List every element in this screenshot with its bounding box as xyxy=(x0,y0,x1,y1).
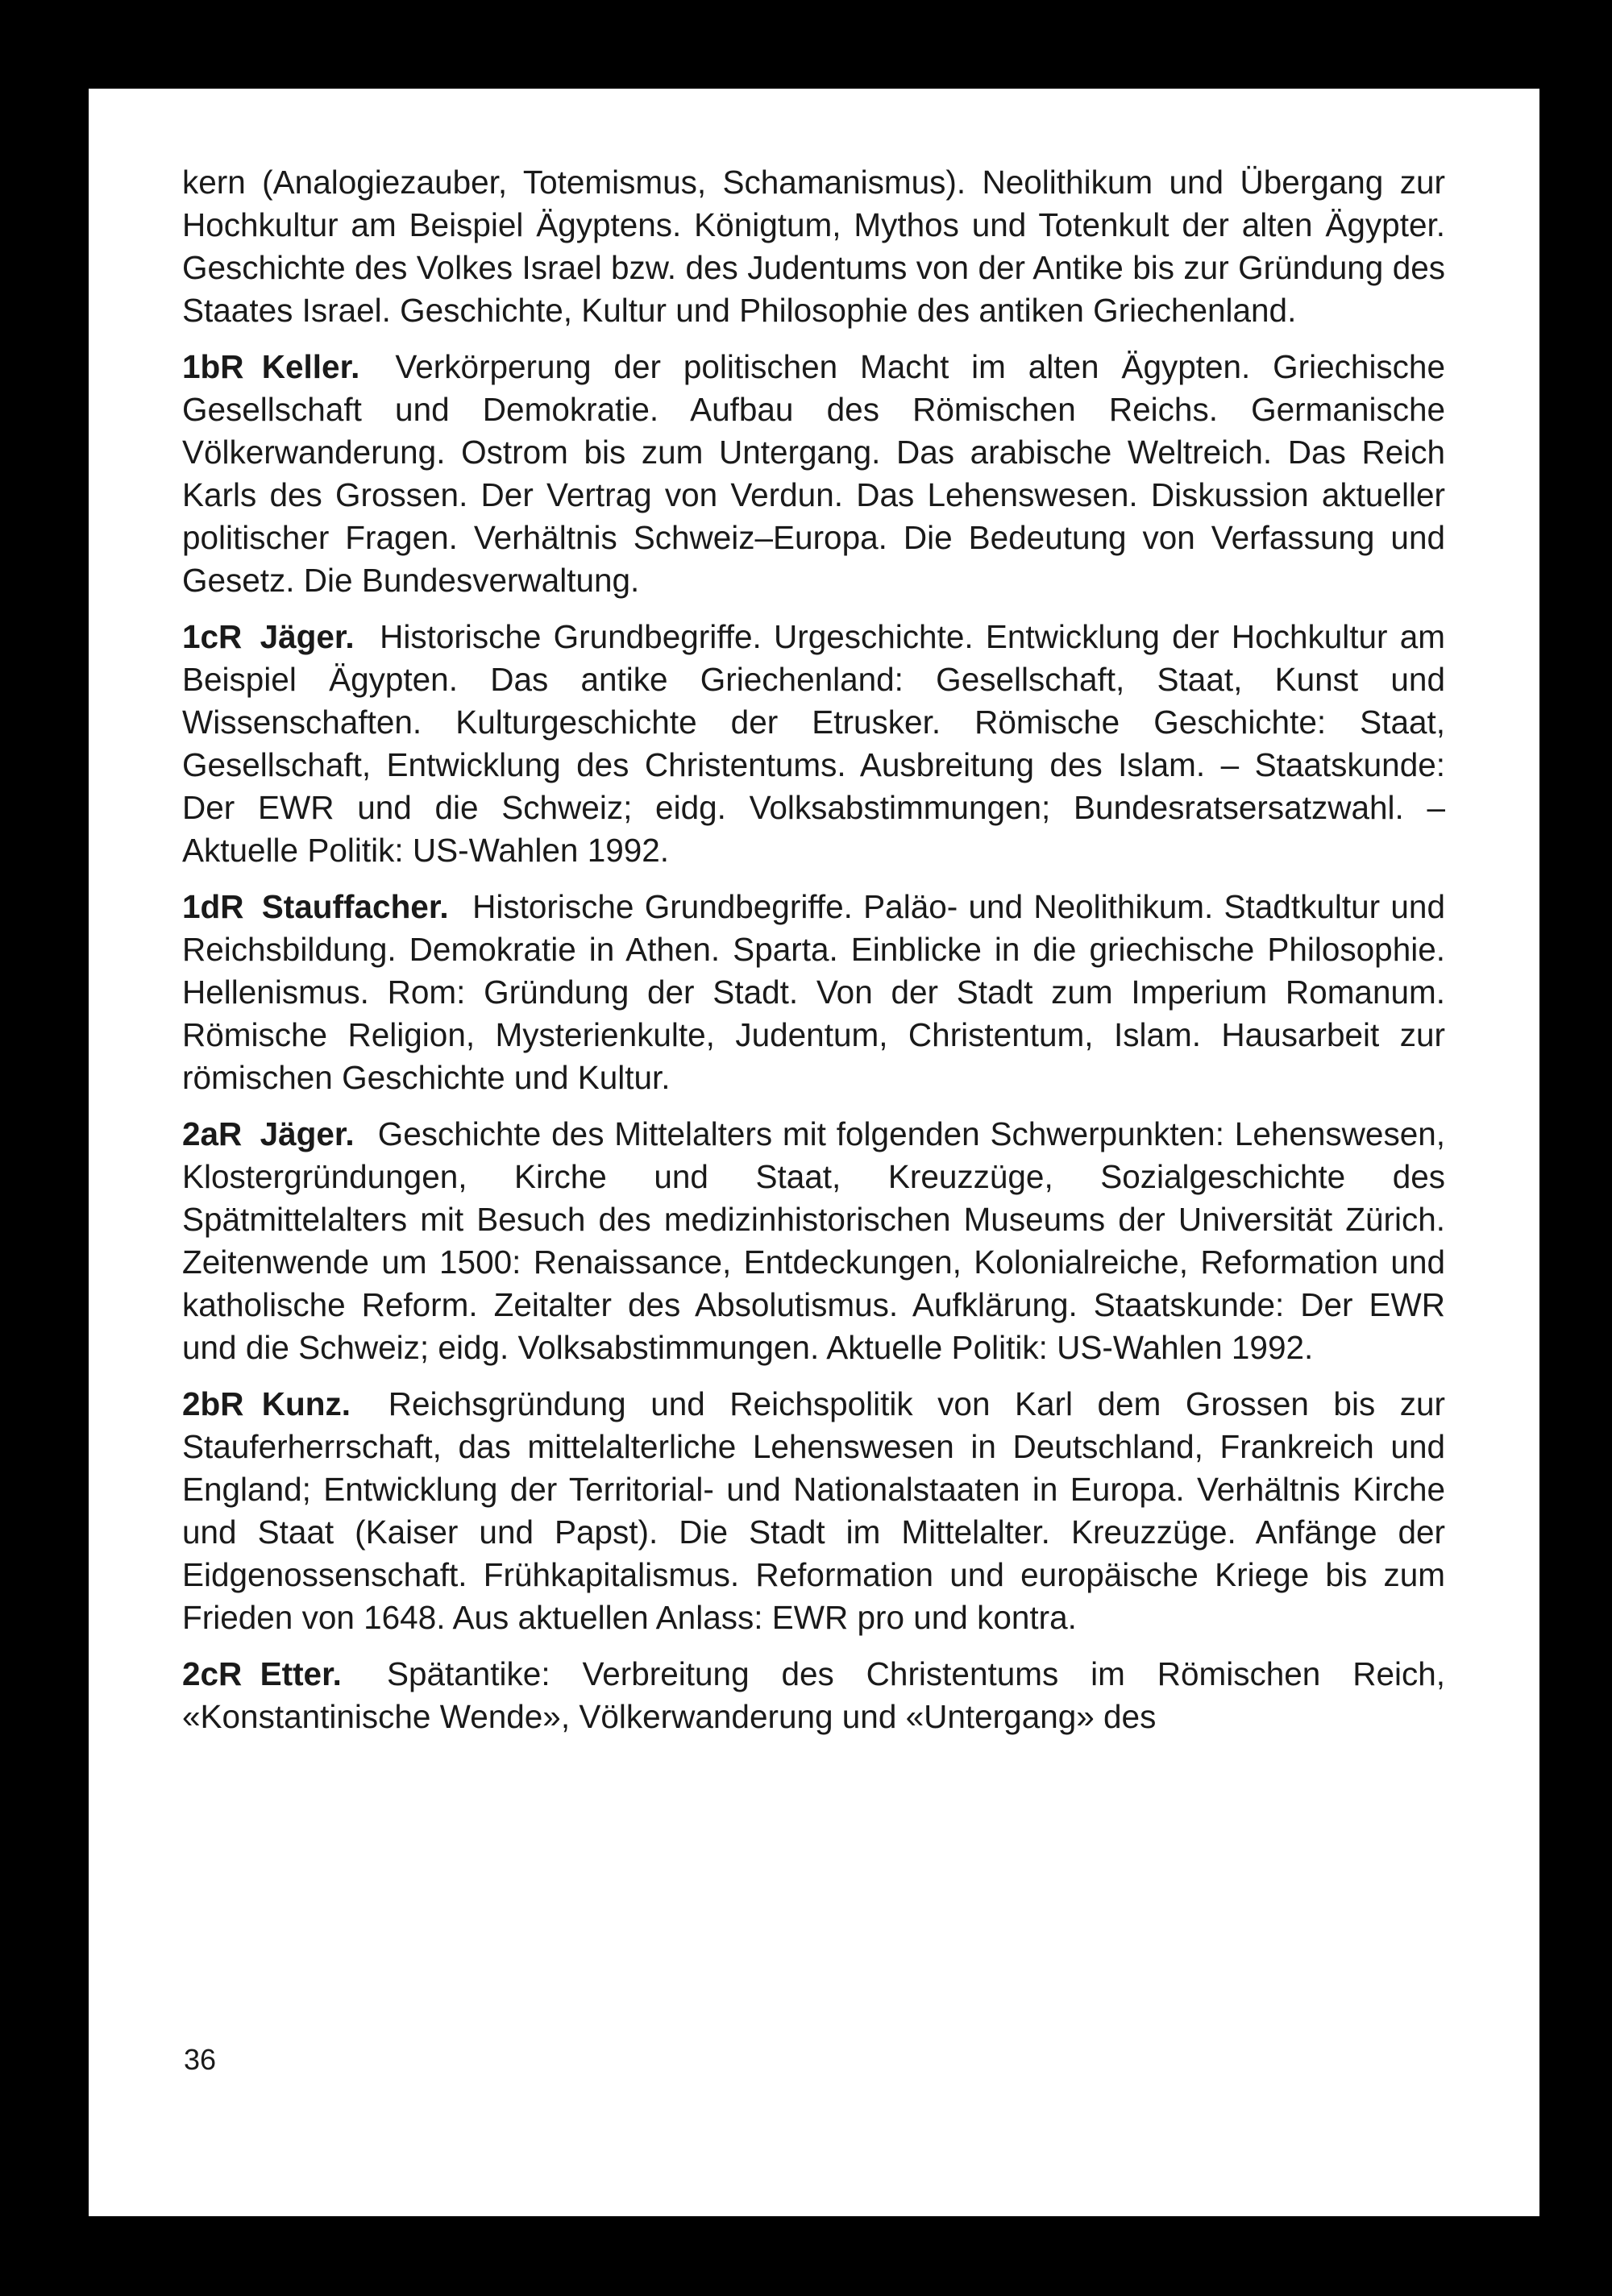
class-code: 2cR xyxy=(182,1655,243,1692)
course-entry xyxy=(182,1383,1445,1639)
teacher-name: Jäger. xyxy=(260,618,355,655)
class-code: 1dR xyxy=(182,888,244,925)
teacher-name: Etter. xyxy=(260,1655,342,1692)
class-code: 1bR xyxy=(182,348,244,385)
course-description: Geschichte des Mittelalters mit folgenden Schwerpunkten: Lehenswesen, Klostergründungen, Kirche und Staat, Kreuzzüge, Sozialgeschichte des Spätmittelalters mit Besuch des medizinhistorischen Museums der Universität Zürich. Zeitenwende um 1500: Renaissance, Entdeckungen, Kolonialreiche, Reformation und katholische Reform. Zeitalter des Absolutismus. Aufklärung. Staatskunde: Der EWR und die Schweiz; eidg. Volksabstimmungen. Aktuelle Politik: US-Wahlen 1992. xyxy=(182,1115,1445,1366)
class-code: 2aR xyxy=(182,1115,243,1152)
teacher-name: Keller. xyxy=(261,348,360,385)
teacher-name: Stauffacher. xyxy=(261,888,449,925)
course-description: Reichsgründung und Reichspolitik von Karl dem Grossen bis zur Stauferherrschaft, das mittelalterliche Lehenswesen in Deutschland, Frankreich und England; Entwicklung der Territorial- und Nationalstaaten in Europa. Verhältnis Kirche und Staat (Kaiser und Papst). Die Stadt im Mittelalter. Kreuzzüge. Anfänge der Eidgenossenschaft. Frühkapitalismus. Reformation und europäische Kriege bis zum Frieden von 1648. Aus aktuellen Anlass: EWR pro und kontra. xyxy=(182,1385,1445,1636)
course-entry xyxy=(182,346,1445,602)
course-description: Historische Grundbegriffe. Paläo- und Neolithikum. Stadtkultur und Reichsbildung. Demokratie in Athen. Sparta. Einblicke in die griechische Philosophie. Hellenismus. Rom: Gründung der Stadt. Von der Stadt zum Imperium Romanum. Römische Religion, Mysterienkulte, Judentum, Christentum, Islam. Hausarbeit zur römischen Geschichte und Kultur. xyxy=(182,888,1445,1096)
course-entry xyxy=(182,1113,1445,1369)
course-description: Historische Grundbegriffe. Urgeschichte. Entwicklung der Hochkultur am Beispiel Ägypten. Das antike Griechenland: Gesellschaft, Staat, Kunst und Wissenschaften. Kulturgeschichte der Etrusker. Römische Geschichte: Staat, Gesellschaft, Entwicklung des Christentums. Ausbreitung des Islam. – Staatskunde: Der EWR und die Schweiz; eidg. Volksabstimmungen; Bundesratsersatzwahl. – Aktuelle Politik: US-Wahlen 1992. xyxy=(182,618,1445,869)
class-code: 1cR xyxy=(182,618,243,655)
page-content xyxy=(182,161,1445,1752)
course-entry xyxy=(182,886,1445,1099)
teacher-name: Kunz. xyxy=(261,1385,351,1422)
intro-paragraph: kern (Analogiezauber, Totemismus, Schamanismus). Neolithikum und Übergang zur Hochkultur am Beispiel Ägyptens. Königtum, Mythos und Totenkult der alten Ägypter. Geschichte des Volkes Israel bzw. des Judentums von der Antike bis zur Gründung des Staates Israel. Geschichte, Kultur und Philosophie des antiken Griechenland. xyxy=(182,164,1445,329)
course-description: Spätantike: Verbreitung des Christentums im Römischen Reich, «Konstantinische Wende», Völkerwanderung und «Untergang» des xyxy=(182,1655,1445,1735)
course-entry xyxy=(182,616,1445,872)
class-code: 2bR xyxy=(182,1385,244,1422)
teacher-name: Jäger. xyxy=(260,1115,355,1152)
course-entry xyxy=(182,1653,1445,1738)
course-description: Verkörperung der politischen Macht im alten Ägypten. Griechische Gesellschaft und Demokratie. Aufbau des Römischen Reichs. Germanische Völkerwanderung. Ostrom bis zum Untergang. Das arabische Weltreich. Das Reich Karls des Grossen. Der Vertrag von Verdun. Das Lehenswesen. Diskussion aktueller politischer Fragen. Verhältnis Schweiz–Europa. Die Bedeutung von Verfassung und Gesetz. Die Bundesverwaltung. xyxy=(182,348,1445,599)
page-number: 36 xyxy=(184,2043,217,2076)
